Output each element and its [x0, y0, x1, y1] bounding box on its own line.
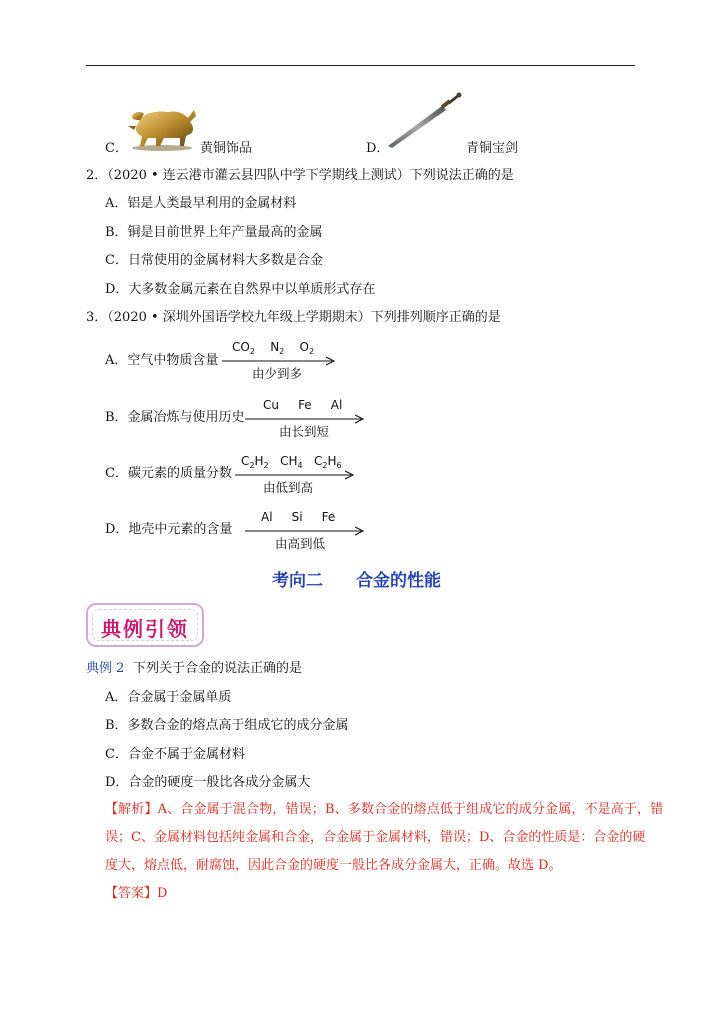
q3-d-item-1: Al — [261, 510, 273, 524]
q3-c-item-2: $CH_4$ — [280, 454, 303, 470]
q3-option-c-order: 由低到高 — [263, 480, 314, 495]
q3-option-d-arrow — [245, 508, 370, 552]
q3-option-a-arrow — [222, 338, 342, 382]
q3-option-c-sequence — [241, 454, 342, 470]
section-number: 考向二 — [272, 571, 323, 591]
q2-option-d: D．大多数金属元素在自然界中以单质形式存在 — [105, 282, 376, 297]
header-rule — [86, 65, 635, 66]
q3-a-item-2: $N_2$ — [270, 340, 285, 356]
answer: 【答案】D — [105, 886, 168, 901]
example-2-option-b: B．多数合金的熔点高于组成它的成分金属 — [105, 718, 349, 733]
q2-option-b: B．铜是目前世界上年产量最高的金属 — [105, 225, 323, 240]
q2-option-a: A．铝是人类最早利用的金属材料 — [105, 196, 297, 211]
q3-c-item-3: $C_2H_6$ — [314, 454, 342, 470]
option-d-label: D． — [366, 141, 390, 156]
q3-c-item-1: $C_2H_2$ — [241, 454, 269, 470]
q2-option-c: C．日常使用的金属材料大多数是合金 — [105, 253, 323, 268]
example-2-option-d: D．合金的硬度一般比各成分金属大 — [105, 775, 311, 790]
q3-option-c-arrow — [235, 452, 360, 496]
example-2-stem: 下列关于合金的说法正确的是 — [133, 661, 303, 676]
q3-d-item-3: Fe — [321, 510, 336, 524]
q3-d-item-2: Si — [291, 510, 303, 524]
analysis-line-2: 误；C、金属材料包括纯金属和合金，合金属于金属材料，错误；D、合金的性质是：合金的硬 — [105, 830, 646, 845]
option-c-caption: 黄铜饰品 — [200, 141, 253, 156]
q3-b-item-1: Cu — [263, 398, 279, 412]
q3-option-b-arrow — [245, 396, 370, 440]
q3-option-a-order: 由少到多 — [252, 366, 303, 381]
badge-text: 典例引领 — [101, 617, 189, 641]
section-title: 合金的性能 — [356, 571, 441, 591]
option-c-label: C． — [105, 141, 128, 156]
q3-option-b-sequence — [263, 398, 342, 412]
analysis-line-3: 度大，熔点低，耐腐蚀，因此合金的硬度一般比各成分金属大，正确。故选 D。 — [105, 858, 562, 873]
option-d-caption: 青铜宝剑 — [466, 141, 519, 156]
q3-option-a-sequence — [232, 340, 314, 356]
q3-option-d-order: 由高到低 — [275, 536, 326, 551]
example-2-option-c: C．合金不属于金属材料 — [105, 747, 245, 762]
example-2-option-a: A．合金属于金属单质 — [105, 690, 232, 705]
q3-a-item-1: $CO_2$ — [232, 340, 255, 356]
example-2-label: 典例 2 — [86, 661, 125, 676]
q3-stem: 3．（2020 • 深圳外国语学校九年级上学期期末）下列排列顺序正确的是 — [86, 310, 501, 325]
brass-bull-image — [124, 96, 202, 154]
q3-option-a-label: A．空气中物质含量 — [105, 353, 219, 368]
q2-stem: 2．（2020 • 连云港市灌云县四队中学下学期线上测试）下列说法正确的是 — [86, 168, 514, 183]
q3-option-d-label: D．地壳中元素的含量 — [105, 522, 233, 537]
q3-option-d-sequence — [261, 510, 335, 524]
analysis-line-1: 【解析】A、合金属于混合物，错误；B、多数合金的熔点低于组成它的成分金属，不是高于，错 — [105, 802, 664, 817]
q3-option-b-order: 由长到短 — [279, 424, 330, 439]
bronze-sword-image — [384, 90, 464, 150]
example-badge — [86, 603, 204, 647]
q3-a-item-3: $O_2$ — [299, 340, 315, 356]
q3-b-item-2: Fe — [298, 398, 312, 412]
q3-b-item-3: Al — [330, 398, 343, 412]
q3-option-b-label: B．金属冶炼与使用历史 — [105, 410, 245, 425]
q3-option-c-label: C．碳元素的质量分数 — [105, 466, 232, 481]
